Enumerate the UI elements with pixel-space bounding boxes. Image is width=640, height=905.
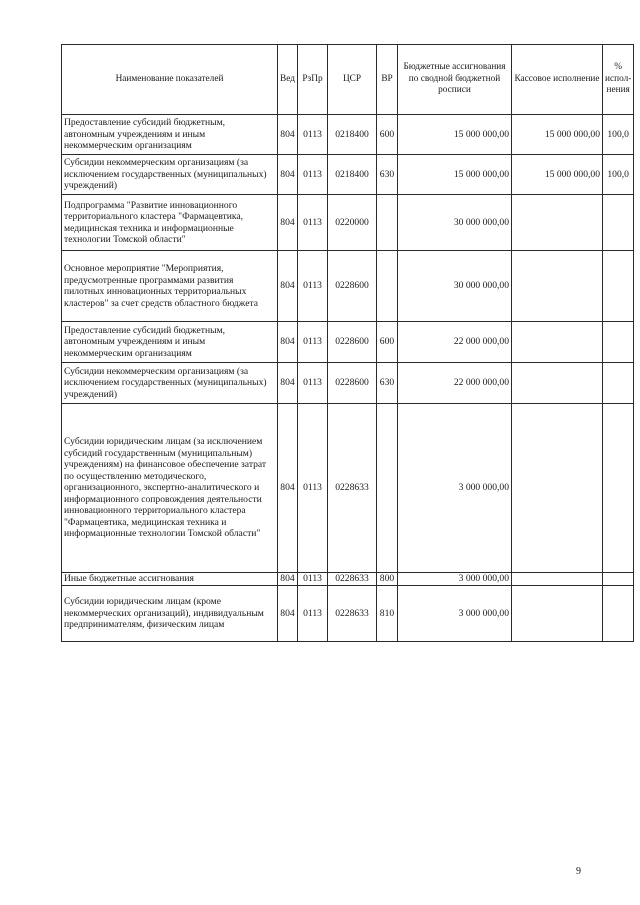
table-row <box>62 251 634 322</box>
row-assignments: 22 000 000,00 <box>398 322 512 363</box>
header-name: Наименование показателей <box>62 45 278 115</box>
row-vr <box>377 251 398 322</box>
row-assignments: 22 000 000,00 <box>398 363 512 404</box>
table-row <box>62 586 634 642</box>
row-assignments: 15 000 000,00 <box>398 155 512 195</box>
row-rzpr: 0113 <box>298 404 328 573</box>
row-csr: 0228633 <box>328 404 377 573</box>
row-name: Предоставление субсидий бюджетным, автономным учреждениям и иным некоммерческим организациям <box>62 322 278 363</box>
row-rzpr: 0113 <box>298 155 328 195</box>
row-assignments: 3 000 000,00 <box>398 586 512 642</box>
row-cash-execution <box>512 251 603 322</box>
row-rzpr: 0113 <box>298 586 328 642</box>
row-rzpr: 0113 <box>298 322 328 363</box>
row-ved: 804 <box>278 573 298 586</box>
row-vr: 630 <box>377 155 398 195</box>
row-cash-execution <box>512 195 603 251</box>
row-cash-execution <box>512 586 603 642</box>
row-cash-execution <box>512 404 603 573</box>
row-execution-percent <box>603 586 634 642</box>
row-execution-percent <box>603 363 634 404</box>
row-cash-execution <box>512 573 603 586</box>
row-assignments: 3 000 000,00 <box>398 404 512 573</box>
row-execution-percent: 100,0 <box>603 115 634 155</box>
row-csr: 0228633 <box>328 573 377 586</box>
row-assignments: 15 000 000,00 <box>398 115 512 155</box>
header-rzpr: РзПр <box>298 45 328 115</box>
header-cash-execution: Кассовое исполнение <box>512 45 603 115</box>
row-vr <box>377 195 398 251</box>
row-assignments: 30 000 000,00 <box>398 195 512 251</box>
row-vr: 600 <box>377 115 398 155</box>
row-execution-percent <box>603 573 634 586</box>
row-cash-execution: 15 000 000,00 <box>512 155 603 195</box>
table-row <box>62 115 634 155</box>
header-csr: ЦСР <box>328 45 377 115</box>
budget-execution-table <box>61 44 634 642</box>
row-vr: 600 <box>377 322 398 363</box>
row-name: Субсидии юридическим лицам (за исключением субсидий государственным (муниципальным) учреждениям) на финансовое обеспечение затрат по осуществлению методического, организационного, экспертно-аналитического и информационного сопровождения деятельности инновационного территориального кластера "Фармацевтика, медицинская техника и информационные технологии Томской области" <box>62 404 278 573</box>
row-execution-percent <box>603 195 634 251</box>
row-csr: 0220000 <box>328 195 377 251</box>
row-execution-percent <box>603 322 634 363</box>
row-name: Субсидии юридическим лицам (кроме некоммерческих организаций), индивидуальным предпринимателям, физическим лицам <box>62 586 278 642</box>
row-name: Субсидии некоммерческим организациям (за исключением государственных (муниципальных) учреждений) <box>62 155 278 195</box>
table-row <box>62 155 634 195</box>
row-cash-execution <box>512 363 603 404</box>
row-name: Основное мероприятие "Мероприятия, предусмотренные программами развития пилотных инновационных территориальных кластеров" за счет средств областного бюджета <box>62 251 278 322</box>
table-row <box>62 404 634 573</box>
row-execution-percent <box>603 404 634 573</box>
table-row <box>62 363 634 404</box>
row-rzpr: 0113 <box>298 195 328 251</box>
table-row <box>62 195 634 251</box>
row-ved: 804 <box>278 155 298 195</box>
header-assignments: Бюджетные ассигнования по сводной бюджетной росписи <box>398 45 512 115</box>
row-cash-execution <box>512 322 603 363</box>
row-cash-execution: 15 000 000,00 <box>512 115 603 155</box>
row-csr: 0228600 <box>328 251 377 322</box>
header-ved: Вед <box>278 45 298 115</box>
row-ved: 804 <box>278 586 298 642</box>
row-rzpr: 0113 <box>298 573 328 586</box>
row-rzpr: 0113 <box>298 115 328 155</box>
row-csr: 0218400 <box>328 115 377 155</box>
table-row <box>62 322 634 363</box>
row-name: Предоставление субсидий бюджетным, автономным учреждениям и иным некоммерческим организациям <box>62 115 278 155</box>
row-vr: 630 <box>377 363 398 404</box>
row-ved: 804 <box>278 322 298 363</box>
row-ved: 804 <box>278 195 298 251</box>
table-header-row <box>62 45 634 115</box>
row-assignments: 30 000 000,00 <box>398 251 512 322</box>
row-vr: 800 <box>377 573 398 586</box>
header-vr: ВР <box>377 45 398 115</box>
row-name: Иные бюджетные ассигнования <box>62 573 278 586</box>
row-csr: 0218400 <box>328 155 377 195</box>
row-rzpr: 0113 <box>298 363 328 404</box>
table-row <box>62 573 634 586</box>
row-csr: 0228600 <box>328 322 377 363</box>
row-ved: 804 <box>278 115 298 155</box>
row-ved: 804 <box>278 363 298 404</box>
row-execution-percent: 100,0 <box>603 155 634 195</box>
row-name: Подпрограмма "Развитие инновационного территориального кластера "Фармацевтика, медицинская техника и информационные технологии Томской области" <box>62 195 278 251</box>
row-ved: 804 <box>278 251 298 322</box>
row-assignments: 3 000 000,00 <box>398 573 512 586</box>
row-ved: 804 <box>278 404 298 573</box>
row-csr: 0228600 <box>328 363 377 404</box>
row-execution-percent <box>603 251 634 322</box>
row-rzpr: 0113 <box>298 251 328 322</box>
page-number: 9 <box>576 866 581 877</box>
header-execution-percent: % испол-нения <box>603 45 634 115</box>
row-name: Субсидии некоммерческим организациям (за исключением государственных (муниципальных) учреждений) <box>62 363 278 404</box>
row-csr: 0228633 <box>328 586 377 642</box>
row-vr <box>377 404 398 573</box>
row-vr: 810 <box>377 586 398 642</box>
